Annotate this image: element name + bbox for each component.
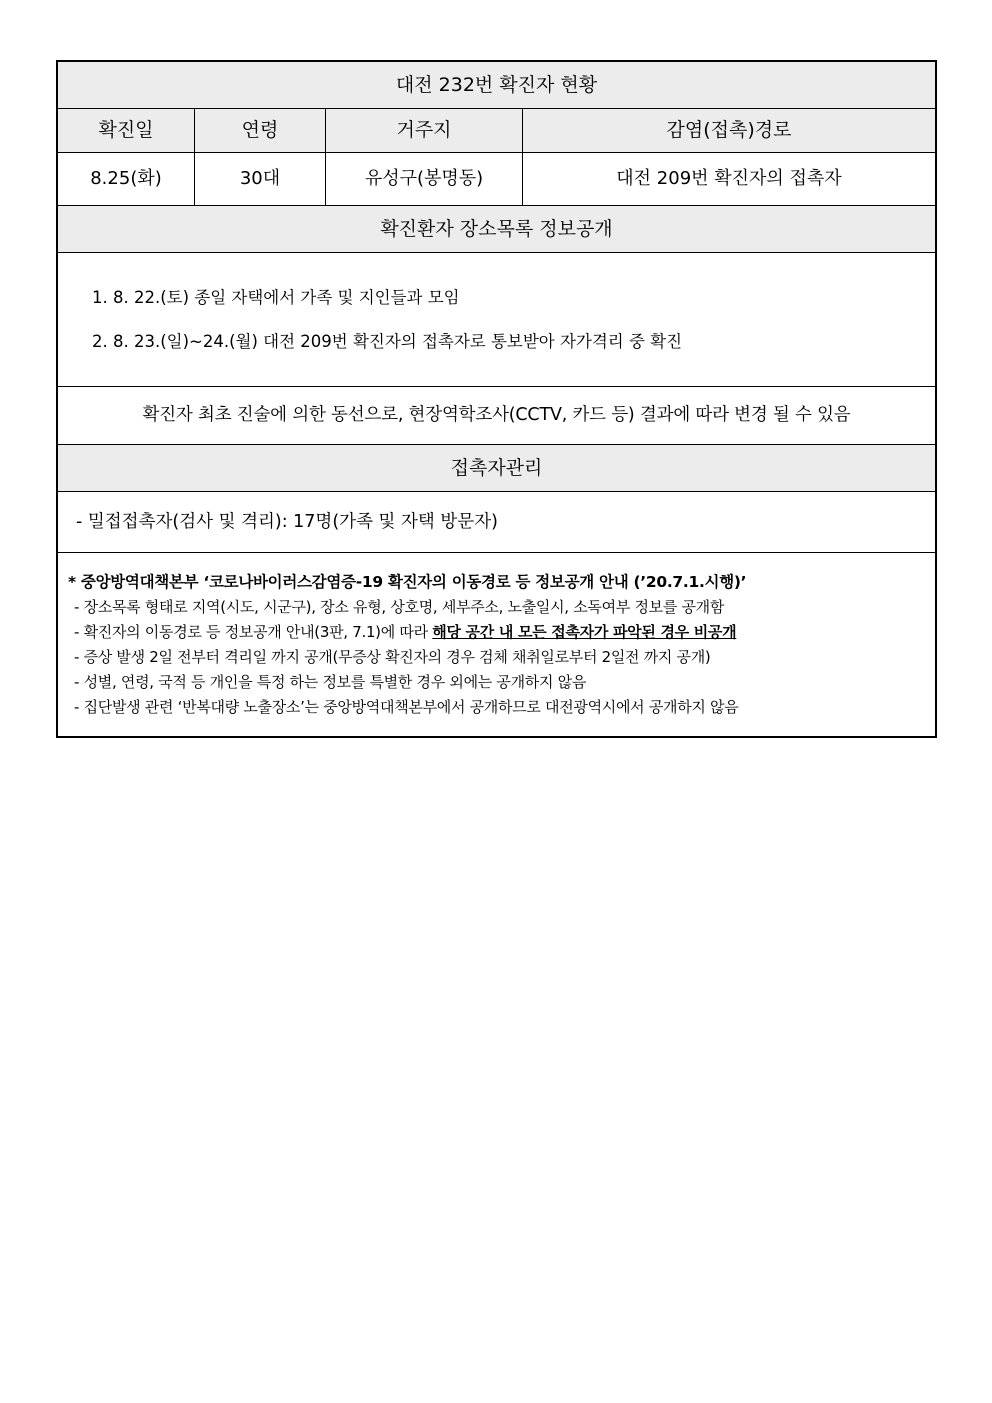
age-group: 30대 <box>195 153 326 205</box>
note-line: - 집단발생 관련 ‘반복대량 노출장소’는 중앙방역대책본부에서 공개하므로 대전광역시에서 공개하지 않음 <box>74 698 739 716</box>
infection-route: 대전 209번 확진자의 접촉자 <box>616 168 842 189</box>
column-header-date: 확진일 <box>58 109 195 152</box>
report-title: 대전 232번 확진자 현황 <box>58 62 935 109</box>
column-header-row <box>58 109 935 153</box>
locations-section-title: 확진환자 장소목록 정보공개 <box>58 206 935 253</box>
note-line-emphasis: 해당 공간 내 모든 접촉자가 파악된 경우 비공개 <box>432 623 737 641</box>
note-line: - 장소목록 형태로 지역(시도, 시군구), 장소 유형, 상호명, 세부주소, 노출일시, 소독여부 정보를 공개함 <box>74 598 725 616</box>
disclaimer: 확진자 최초 진술에 의한 동선으로, 현장역학조사(CCTV, 카드 등) 결과에 따라 변경 될 수 있음 <box>58 387 935 445</box>
residence: 유성구(봉명동) <box>326 153 523 205</box>
patient-row <box>58 153 935 206</box>
column-header-residence: 거주지 <box>326 109 523 152</box>
note-line <box>68 620 925 645</box>
note-line-prefix: - 확진자의 이동경로 등 정보공개 안내(3판, 7.1)에 따라 <box>74 623 433 641</box>
contacts-section-title: 접촉자관리 <box>58 445 935 492</box>
note-line: - 성별, 연령, 국적 등 개인을 특정 하는 정보를 특별한 경우 외에는 공개하지 않음 <box>74 673 587 691</box>
column-header-route: 감염(접촉)경로 <box>666 119 792 141</box>
case-report-table <box>56 60 937 738</box>
column-header-age: 연령 <box>195 109 326 152</box>
notes-block <box>58 553 935 736</box>
list-item: 2. 8. 23.(일)~24.(월) 대전 209번 확진자의 접촉자로 통보받아 자가격리 중 확진 <box>92 332 683 351</box>
list-item: 1. 8. 22.(토) 종일 자택에서 가족 및 지인들과 모임 <box>92 288 460 307</box>
locations-list <box>58 253 935 387</box>
contacts-summary: - 밀접접촉자(검사 및 격리): 17명(가족 및 자택 방문자) <box>58 492 935 553</box>
confirmed-date: 8.25(화) <box>58 153 195 205</box>
note-line: - 증상 발생 2일 전부터 격리일 까지 공개(무증상 확진자의 경우 검체 채취일로부터 2일전 까지 공개) <box>74 648 711 666</box>
notes-heading: * 중앙방역대책본부 ‘코로나바이러스감염증-19 확진자의 이동경로 등 정보공개 안내 (’20.7.1.시행)’ <box>68 573 747 591</box>
